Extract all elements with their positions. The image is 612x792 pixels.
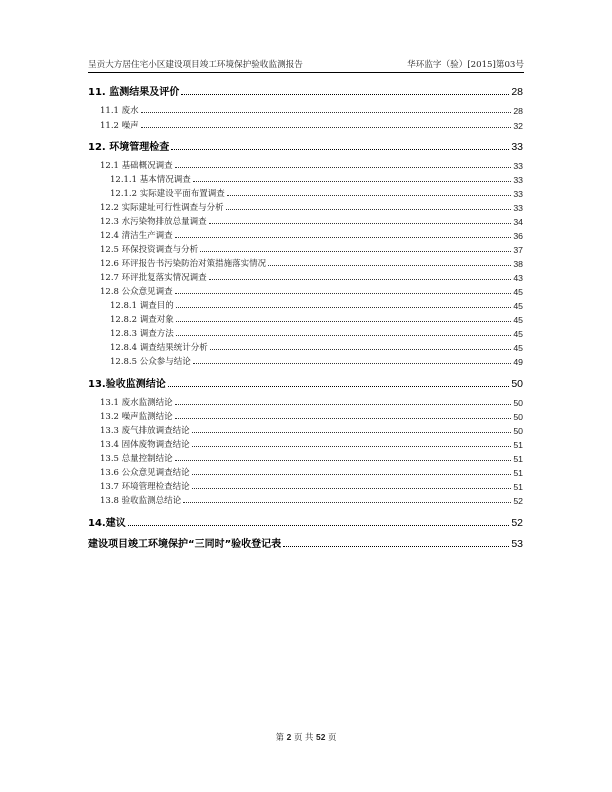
toc-leader (175, 418, 512, 419)
toc-entry-page: 38 (513, 259, 523, 269)
toc-entry-title: 13.4 固体废物调查结论 (100, 440, 190, 450)
toc-entry-page: 37 (513, 245, 523, 255)
toc-leader (193, 363, 512, 364)
toc-entry-page: 45 (513, 315, 523, 325)
toc-entry-title: 12.5 环保投资调查与分析 (100, 245, 199, 255)
toc-leader (181, 94, 509, 95)
toc-entry-title: 11. 监测结果及评价 (88, 87, 180, 98)
toc-leader (192, 446, 512, 447)
toc-entry-11-2[interactable] (88, 119, 523, 131)
toc-leader (193, 181, 512, 182)
toc-entry-page: 51 (513, 468, 523, 478)
toc-entry-title: 13.6 公众意见调查结论 (100, 468, 190, 478)
toc-entry-page: 51 (513, 482, 523, 492)
toc-leader (210, 349, 512, 350)
toc-entry-13-1[interactable] (88, 396, 523, 408)
toc-leader (192, 474, 512, 475)
toc-entry-title: 13.3 废气排放调查结论 (100, 426, 190, 436)
toc-entry-page: 53 (511, 538, 523, 550)
toc-entry-page: 33 (513, 203, 523, 213)
toc-entry-page: 33 (513, 161, 523, 171)
toc-entry-page: 34 (513, 217, 523, 227)
toc-entry-page: 51 (513, 440, 523, 450)
toc-entry-page: 45 (513, 301, 523, 311)
toc-entry-page: 50 (513, 398, 523, 408)
toc-leader (192, 432, 512, 433)
toc-leader (171, 149, 509, 150)
toc-entry-page: 33 (513, 175, 523, 185)
toc-leader (183, 502, 511, 503)
header-report-number: 华环监字（验）[2015]第03号 (407, 60, 524, 70)
toc-entry-12-4[interactable] (88, 229, 523, 241)
toc-entry-title: 13.1 废水监测结论 (100, 398, 173, 408)
toc-entry-title: 12.4 清洁生产调查 (100, 231, 173, 241)
toc-entry-page: 52 (511, 517, 523, 529)
toc-entry-title: 12.1.1 基本情况调查 (110, 175, 191, 185)
toc-leader (226, 209, 512, 210)
toc-entry-title: 12.3 水污染物排放总量调查 (100, 217, 207, 227)
toc-entry-title: 12.8.4 调查结果统计分析 (110, 343, 208, 353)
toc-leader (141, 127, 512, 128)
header-report-title: 呈贡大方居住宅小区建设项目竣工环境保护验收监测报告 (88, 60, 303, 70)
toc-entry-title: 14.建议 (88, 518, 126, 529)
toc-entry-12-3[interactable] (88, 215, 523, 227)
toc-entry-12-8-5[interactable] (88, 355, 523, 367)
toc-entry-page: 28 (513, 106, 523, 116)
toc-leader (168, 386, 510, 387)
toc-entry-page: 50 (513, 426, 523, 436)
toc-entry-13-4[interactable] (88, 438, 523, 450)
toc-entry-12-8[interactable] (88, 285, 523, 297)
toc-entry-page: 45 (513, 343, 523, 353)
footer-current-page: 2 (286, 732, 292, 742)
toc-leader (209, 223, 512, 224)
toc-entry-page: 33 (511, 141, 523, 153)
toc-entry-title: 12. 环境管理检查 (88, 142, 170, 153)
toc-leader (176, 307, 512, 308)
toc-leader (175, 293, 512, 294)
toc-entry-13-6[interactable] (88, 466, 523, 478)
toc-entry-title: 12.8.2 调查对象 (110, 315, 174, 325)
toc-entry-page: 49 (513, 357, 523, 367)
toc-leader (175, 404, 512, 405)
toc-entry-title: 13.5 总量控制结论 (100, 454, 173, 464)
footer-prefix: 第 (275, 732, 284, 742)
toc-entry-title: 12.8.5 公众参与结论 (110, 357, 191, 367)
toc-entry-page: 43 (513, 273, 523, 283)
toc-entry-registration-form[interactable] (88, 535, 523, 550)
footer-total-pages: 52 (316, 732, 326, 742)
toc-leader (227, 195, 512, 196)
toc-entry-title: 13.8 验收监测总结论 (100, 496, 182, 506)
toc-leader (175, 460, 512, 461)
page-header (88, 58, 524, 73)
toc-entry-page: 45 (513, 287, 523, 297)
toc-entry-title: 13.7 环境管理检查结论 (100, 482, 190, 492)
toc-entry-title: 12.2 实际建址可行性调查与分析 (100, 203, 224, 213)
toc-leader (141, 112, 512, 113)
toc-entry-page: 28 (511, 86, 523, 98)
toc-entry-title: 13.验收监测结论 (88, 379, 166, 390)
toc-entry-page: 45 (513, 329, 523, 339)
toc-entry-title: 12.1.2 实际建设平面布置调查 (110, 189, 225, 199)
toc-entry-12-8-1[interactable] (88, 299, 523, 311)
toc-leader (268, 265, 511, 266)
toc-entry-12-8-4[interactable] (88, 341, 523, 353)
toc-entry-page: 51 (513, 454, 523, 464)
toc-entry-title: 12.7 环评批复落实情况调查 (100, 273, 207, 283)
toc-leader (175, 237, 512, 238)
toc-entry-title: 11.1 废水 (100, 106, 139, 116)
toc-entry-page: 52 (513, 496, 523, 506)
toc-entry-13-8[interactable] (88, 494, 523, 506)
toc-entry-12-6[interactable] (88, 257, 523, 269)
toc-entry-title: 12.6 环评报告书污染防治对策措施落实情况 (100, 259, 267, 269)
toc-entry-title: 建设项目竣工环境保护“三同时”验收登记表 (88, 539, 282, 550)
toc-leader (128, 525, 510, 526)
footer-suffix: 页 (328, 732, 337, 742)
toc-entry-11[interactable] (88, 83, 523, 98)
toc-entry-12-5[interactable] (88, 243, 523, 255)
page-footer (0, 731, 612, 743)
toc-entry-13-2[interactable] (88, 410, 523, 422)
toc-entry-title: 11.2 噪声 (100, 121, 139, 131)
toc-entry-12-1-2[interactable] (88, 187, 523, 199)
toc-entry-12-2[interactable] (88, 201, 523, 213)
toc-entry-12-7[interactable] (88, 271, 523, 283)
toc-leader (175, 167, 512, 168)
toc-leader (200, 251, 511, 252)
toc-entry-page: 36 (513, 231, 523, 241)
toc-leader (176, 335, 512, 336)
footer-middle: 页 共 (293, 732, 314, 742)
toc-entry-14[interactable] (88, 514, 523, 529)
toc-entry-13[interactable] (88, 375, 523, 390)
toc-leader (283, 546, 509, 547)
toc-entry-title: 12.8.3 调查方法 (110, 329, 174, 339)
toc-leader (192, 488, 512, 489)
toc-entry-11-1[interactable] (88, 104, 523, 116)
toc-entry-title: 13.2 噪声监测结论 (100, 412, 173, 422)
toc-entry-13-3[interactable] (88, 424, 523, 436)
toc-entry-page: 32 (513, 121, 523, 131)
toc-entry-12-1-1[interactable] (88, 173, 523, 185)
toc-entry-13-5[interactable] (88, 452, 523, 464)
toc-entry-page: 50 (511, 378, 523, 390)
toc-entry-title: 12.1 基础概况调查 (100, 161, 173, 171)
toc-entry-12[interactable] (88, 138, 523, 153)
toc-leader (176, 321, 512, 322)
toc-entry-12-8-3[interactable] (88, 327, 523, 339)
toc-leader (209, 279, 512, 280)
toc-entry-title: 12.8 公众意见调查 (100, 287, 173, 297)
toc-entry-page: 33 (513, 189, 523, 199)
toc-entry-page: 50 (513, 412, 523, 422)
toc-entry-title: 12.8.1 调查目的 (110, 301, 174, 311)
toc-entry-12-1[interactable] (88, 159, 523, 171)
toc-entry-12-8-2[interactable] (88, 313, 523, 325)
toc-entry-13-7[interactable] (88, 480, 523, 492)
